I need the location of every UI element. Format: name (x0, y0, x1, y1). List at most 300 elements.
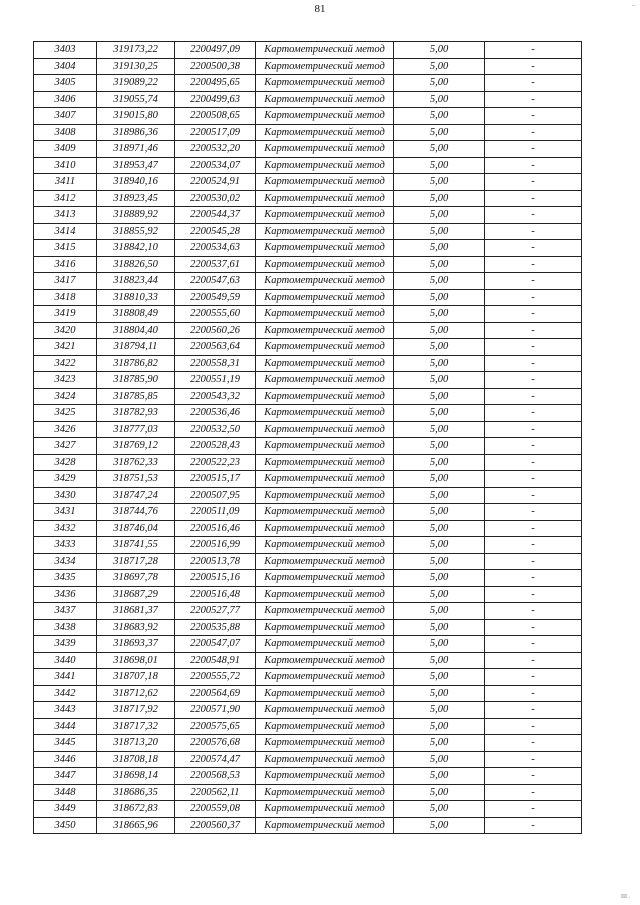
y-coordinate-cell: 2200516,46 (175, 520, 256, 537)
page-number: 81 (314, 3, 326, 15)
method-cell: Картометрический метод (256, 58, 394, 75)
method-cell: Картометрический метод (256, 784, 394, 801)
description-cell: - (485, 289, 582, 306)
description-cell: - (485, 718, 582, 735)
precision-cell: 5,00 (394, 207, 485, 224)
y-coordinate-cell: 2200513,78 (175, 553, 256, 570)
point-number-cell: 3415 (34, 240, 97, 257)
precision-cell: 5,00 (394, 108, 485, 125)
precision-cell: 5,00 (394, 240, 485, 257)
point-number-cell: 3435 (34, 570, 97, 587)
precision-cell: 5,00 (394, 751, 485, 768)
y-coordinate-cell: 2200558,31 (175, 355, 256, 372)
method-cell: Картометрический метод (256, 570, 394, 587)
description-cell: - (485, 603, 582, 620)
y-coordinate-cell: 2200547,07 (175, 636, 256, 653)
method-cell: Картометрический метод (256, 669, 394, 686)
y-coordinate-cell: 2200536,46 (175, 405, 256, 422)
description-cell: - (485, 190, 582, 207)
point-number-cell: 3416 (34, 256, 97, 273)
precision-cell: 5,00 (394, 537, 485, 554)
x-coordinate-cell: 318693,37 (97, 636, 175, 653)
y-coordinate-cell: 2200555,60 (175, 306, 256, 323)
description-cell: - (485, 157, 582, 174)
y-coordinate-cell: 2200500,38 (175, 58, 256, 75)
precision-cell: 5,00 (394, 372, 485, 389)
description-cell: - (485, 273, 582, 290)
corner-mark-top: ... (631, 2, 636, 8)
method-cell: Картометрический метод (256, 735, 394, 752)
point-number-cell: 3417 (34, 273, 97, 290)
method-cell: Картометрический метод (256, 751, 394, 768)
description-cell: - (485, 421, 582, 438)
point-number-cell: 3434 (34, 553, 97, 570)
point-number-cell: 3405 (34, 75, 97, 92)
table-row (34, 586, 582, 603)
table-row (34, 801, 582, 818)
table-row (34, 405, 582, 422)
point-number-cell: 3446 (34, 751, 97, 768)
precision-cell: 5,00 (394, 471, 485, 488)
x-coordinate-cell: 318746,04 (97, 520, 175, 537)
point-number-cell: 3413 (34, 207, 97, 224)
point-number-cell: 3404 (34, 58, 97, 75)
description-cell: - (485, 174, 582, 191)
precision-cell: 5,00 (394, 768, 485, 785)
description-cell: - (485, 669, 582, 686)
description-cell: - (485, 91, 582, 108)
y-coordinate-cell: 2200516,99 (175, 537, 256, 554)
method-cell: Картометрический метод (256, 718, 394, 735)
x-coordinate-cell: 319130,25 (97, 58, 175, 75)
precision-cell: 5,00 (394, 75, 485, 92)
precision-cell: 5,00 (394, 504, 485, 521)
method-cell: Картометрический метод (256, 157, 394, 174)
description-cell: - (485, 768, 582, 785)
y-coordinate-cell: 2200543,32 (175, 388, 256, 405)
table-row (34, 768, 582, 785)
x-coordinate-cell: 318769,12 (97, 438, 175, 455)
table-row (34, 190, 582, 207)
description-cell: - (485, 570, 582, 587)
point-number-cell: 3449 (34, 801, 97, 818)
description-cell: - (485, 372, 582, 389)
method-cell: Картометрический метод (256, 190, 394, 207)
point-number-cell: 3438 (34, 619, 97, 636)
x-coordinate-cell: 318804,40 (97, 322, 175, 339)
y-coordinate-cell: 2200576,68 (175, 735, 256, 752)
x-coordinate-cell: 318940,16 (97, 174, 175, 191)
point-number-cell: 3439 (34, 636, 97, 653)
description-cell: - (485, 207, 582, 224)
table-row (34, 339, 582, 356)
table-row (34, 520, 582, 537)
x-coordinate-cell: 318751,53 (97, 471, 175, 488)
point-number-cell: 3406 (34, 91, 97, 108)
method-cell: Картометрический метод (256, 240, 394, 257)
point-number-cell: 3410 (34, 157, 97, 174)
point-number-cell: 3437 (34, 603, 97, 620)
y-coordinate-cell: 2200528,43 (175, 438, 256, 455)
y-coordinate-cell: 2200508,65 (175, 108, 256, 125)
method-cell: Картометрический метод (256, 207, 394, 224)
description-cell: - (485, 388, 582, 405)
table-row (34, 735, 582, 752)
precision-cell: 5,00 (394, 42, 485, 59)
table-row (34, 603, 582, 620)
x-coordinate-cell: 318808,49 (97, 306, 175, 323)
y-coordinate-cell: 2200522,23 (175, 454, 256, 471)
x-coordinate-cell: 318826,50 (97, 256, 175, 273)
x-coordinate-cell: 318717,92 (97, 702, 175, 719)
precision-cell: 5,00 (394, 91, 485, 108)
x-coordinate-cell: 318762,33 (97, 454, 175, 471)
method-cell: Картометрический метод (256, 636, 394, 653)
description-cell: - (485, 75, 582, 92)
y-coordinate-cell: 2200527,77 (175, 603, 256, 620)
point-number-cell: 3432 (34, 520, 97, 537)
table-row (34, 42, 582, 59)
y-coordinate-cell: 2200511,09 (175, 504, 256, 521)
table-row (34, 454, 582, 471)
description-cell: - (485, 504, 582, 521)
y-coordinate-cell: 2200532,50 (175, 421, 256, 438)
table-row (34, 421, 582, 438)
precision-cell: 5,00 (394, 454, 485, 471)
method-cell: Картометрический метод (256, 685, 394, 702)
table-row (34, 174, 582, 191)
x-coordinate-cell: 318717,28 (97, 553, 175, 570)
table-row (34, 141, 582, 158)
table-row (34, 223, 582, 240)
table-row (34, 553, 582, 570)
x-coordinate-cell: 319015,80 (97, 108, 175, 125)
description-cell: - (485, 108, 582, 125)
method-cell: Картометрический метод (256, 487, 394, 504)
y-coordinate-cell: 2200547,63 (175, 273, 256, 290)
point-number-cell: 3427 (34, 438, 97, 455)
table-row (34, 537, 582, 554)
x-coordinate-cell: 319173,22 (97, 42, 175, 59)
precision-cell: 5,00 (394, 223, 485, 240)
precision-cell: 5,00 (394, 801, 485, 818)
table-row (34, 124, 582, 141)
table-row (34, 306, 582, 323)
table-row (34, 240, 582, 257)
description-cell: - (485, 438, 582, 455)
x-coordinate-cell: 318687,29 (97, 586, 175, 603)
description-cell: - (485, 784, 582, 801)
precision-cell: 5,00 (394, 174, 485, 191)
x-coordinate-cell: 318785,85 (97, 388, 175, 405)
point-number-cell: 3430 (34, 487, 97, 504)
precision-cell: 5,00 (394, 190, 485, 207)
description-cell: - (485, 339, 582, 356)
table-row (34, 570, 582, 587)
point-number-cell: 3429 (34, 471, 97, 488)
description-cell: - (485, 355, 582, 372)
y-coordinate-cell: 2200548,91 (175, 652, 256, 669)
point-number-cell: 3443 (34, 702, 97, 719)
method-cell: Картометрический метод (256, 42, 394, 59)
point-number-cell: 3436 (34, 586, 97, 603)
x-coordinate-cell: 318712,62 (97, 685, 175, 702)
precision-cell: 5,00 (394, 603, 485, 620)
precision-cell: 5,00 (394, 289, 485, 306)
method-cell: Картометрический метод (256, 339, 394, 356)
x-coordinate-cell: 318777,03 (97, 421, 175, 438)
method-cell: Картометрический метод (256, 306, 394, 323)
precision-cell: 5,00 (394, 405, 485, 422)
x-coordinate-cell: 318782,93 (97, 405, 175, 422)
y-coordinate-cell: 2200534,63 (175, 240, 256, 257)
x-coordinate-cell: 318683,92 (97, 619, 175, 636)
precision-cell: 5,00 (394, 619, 485, 636)
point-number-cell: 3422 (34, 355, 97, 372)
table-row (34, 718, 582, 735)
table-row (34, 504, 582, 521)
point-number-cell: 3441 (34, 669, 97, 686)
table-row (34, 91, 582, 108)
method-cell: Картометрический метод (256, 817, 394, 834)
precision-cell: 5,00 (394, 273, 485, 290)
table-row (34, 372, 582, 389)
x-coordinate-cell: 318708,18 (97, 751, 175, 768)
x-coordinate-cell: 318971,46 (97, 141, 175, 158)
y-coordinate-cell: 2200537,61 (175, 256, 256, 273)
y-coordinate-cell: 2200545,28 (175, 223, 256, 240)
description-cell: - (485, 240, 582, 257)
table-row (34, 817, 582, 834)
precision-cell: 5,00 (394, 520, 485, 537)
y-coordinate-cell: 2200544,37 (175, 207, 256, 224)
x-coordinate-cell: 318786,82 (97, 355, 175, 372)
point-number-cell: 3450 (34, 817, 97, 834)
point-number-cell: 3407 (34, 108, 97, 125)
precision-cell: 5,00 (394, 817, 485, 834)
method-cell: Картометрический метод (256, 124, 394, 141)
description-cell: - (485, 751, 582, 768)
method-cell: Картометрический метод (256, 405, 394, 422)
method-cell: Картометрический метод (256, 652, 394, 669)
precision-cell: 5,00 (394, 586, 485, 603)
y-coordinate-cell: 2200560,37 (175, 817, 256, 834)
x-coordinate-cell: 318717,32 (97, 718, 175, 735)
precision-cell: 5,00 (394, 306, 485, 323)
description-cell: - (485, 471, 582, 488)
x-coordinate-cell: 318953,47 (97, 157, 175, 174)
y-coordinate-cell: 2200563,64 (175, 339, 256, 356)
table-row (34, 157, 582, 174)
method-cell: Картометрический метод (256, 702, 394, 719)
description-cell: - (485, 58, 582, 75)
table-row (34, 75, 582, 92)
y-coordinate-cell: 2200497,09 (175, 42, 256, 59)
description-cell: - (485, 256, 582, 273)
point-number-cell: 3418 (34, 289, 97, 306)
table-row (34, 487, 582, 504)
point-number-cell: 3423 (34, 372, 97, 389)
precision-cell: 5,00 (394, 487, 485, 504)
x-coordinate-cell: 318785,90 (97, 372, 175, 389)
method-cell: Картометрический метод (256, 223, 394, 240)
description-cell: - (485, 735, 582, 752)
point-number-cell: 3444 (34, 718, 97, 735)
description-cell: - (485, 801, 582, 818)
y-coordinate-cell: 2200551,19 (175, 372, 256, 389)
description-cell: - (485, 223, 582, 240)
method-cell: Картометрический метод (256, 388, 394, 405)
method-cell: Картометрический метод (256, 537, 394, 554)
x-coordinate-cell: 319089,22 (97, 75, 175, 92)
method-cell: Картометрический метод (256, 768, 394, 785)
corner-mark-bottom: III . (621, 894, 630, 900)
x-coordinate-cell: 318665,96 (97, 817, 175, 834)
table-row (34, 256, 582, 273)
table-row (34, 207, 582, 224)
description-cell: - (485, 553, 582, 570)
table-row (34, 388, 582, 405)
method-cell: Картометрический метод (256, 520, 394, 537)
precision-cell: 5,00 (394, 652, 485, 669)
y-coordinate-cell: 2200507,95 (175, 487, 256, 504)
method-cell: Картометрический метод (256, 372, 394, 389)
table-row (34, 108, 582, 125)
y-coordinate-cell: 2200530,02 (175, 190, 256, 207)
y-coordinate-cell: 2200574,47 (175, 751, 256, 768)
method-cell: Картометрический метод (256, 603, 394, 620)
point-number-cell: 3425 (34, 405, 97, 422)
y-coordinate-cell: 2200517,09 (175, 124, 256, 141)
point-number-cell: 3412 (34, 190, 97, 207)
x-coordinate-cell: 318855,92 (97, 223, 175, 240)
x-coordinate-cell: 318923,45 (97, 190, 175, 207)
precision-cell: 5,00 (394, 438, 485, 455)
description-cell: - (485, 405, 582, 422)
y-coordinate-cell: 2200499,63 (175, 91, 256, 108)
precision-cell: 5,00 (394, 553, 485, 570)
point-number-cell: 3431 (34, 504, 97, 521)
coordinates-table-body (34, 42, 582, 834)
point-number-cell: 3409 (34, 141, 97, 158)
table-row (34, 273, 582, 290)
description-cell: - (485, 537, 582, 554)
x-coordinate-cell: 318986,36 (97, 124, 175, 141)
x-coordinate-cell: 318823,44 (97, 273, 175, 290)
table-row (34, 619, 582, 636)
point-number-cell: 3448 (34, 784, 97, 801)
x-coordinate-cell: 318686,35 (97, 784, 175, 801)
method-cell: Картометрический метод (256, 141, 394, 158)
point-number-cell: 3426 (34, 421, 97, 438)
precision-cell: 5,00 (394, 388, 485, 405)
precision-cell: 5,00 (394, 256, 485, 273)
x-coordinate-cell: 318889,92 (97, 207, 175, 224)
method-cell: Картометрический метод (256, 619, 394, 636)
y-coordinate-cell: 2200571,90 (175, 702, 256, 719)
y-coordinate-cell: 2200560,26 (175, 322, 256, 339)
point-number-cell: 3419 (34, 306, 97, 323)
x-coordinate-cell: 319055,74 (97, 91, 175, 108)
y-coordinate-cell: 2200515,16 (175, 570, 256, 587)
point-number-cell: 3440 (34, 652, 97, 669)
precision-cell: 5,00 (394, 141, 485, 158)
description-cell: - (485, 487, 582, 504)
description-cell: - (485, 520, 582, 537)
y-coordinate-cell: 2200564,69 (175, 685, 256, 702)
x-coordinate-cell: 318697,78 (97, 570, 175, 587)
description-cell: - (485, 619, 582, 636)
point-number-cell: 3447 (34, 768, 97, 785)
table-row (34, 289, 582, 306)
point-number-cell: 3421 (34, 339, 97, 356)
method-cell: Картометрический метод (256, 289, 394, 306)
method-cell: Картометрический метод (256, 421, 394, 438)
method-cell: Картометрический метод (256, 553, 394, 570)
precision-cell: 5,00 (394, 685, 485, 702)
y-coordinate-cell: 2200532,20 (175, 141, 256, 158)
precision-cell: 5,00 (394, 718, 485, 735)
x-coordinate-cell: 318744,76 (97, 504, 175, 521)
method-cell: Картометрический метод (256, 438, 394, 455)
y-coordinate-cell: 2200524,91 (175, 174, 256, 191)
table-row (34, 685, 582, 702)
y-coordinate-cell: 2200562,11 (175, 784, 256, 801)
table-row (34, 322, 582, 339)
point-number-cell: 3424 (34, 388, 97, 405)
precision-cell: 5,00 (394, 355, 485, 372)
point-number-cell: 3428 (34, 454, 97, 471)
method-cell: Картометрический метод (256, 801, 394, 818)
description-cell: - (485, 685, 582, 702)
precision-cell: 5,00 (394, 784, 485, 801)
method-cell: Картометрический метод (256, 273, 394, 290)
method-cell: Картометрический метод (256, 504, 394, 521)
y-coordinate-cell: 2200534,07 (175, 157, 256, 174)
description-cell: - (485, 124, 582, 141)
precision-cell: 5,00 (394, 669, 485, 686)
point-number-cell: 3442 (34, 685, 97, 702)
method-cell: Картометрический метод (256, 471, 394, 488)
description-cell: - (485, 702, 582, 719)
x-coordinate-cell: 318672,83 (97, 801, 175, 818)
description-cell: - (485, 141, 582, 158)
table-row (34, 751, 582, 768)
description-cell: - (485, 42, 582, 59)
method-cell: Картометрический метод (256, 355, 394, 372)
precision-cell: 5,00 (394, 157, 485, 174)
x-coordinate-cell: 318707,18 (97, 669, 175, 686)
x-coordinate-cell: 318713,20 (97, 735, 175, 752)
x-coordinate-cell: 318794,11 (97, 339, 175, 356)
table-row (34, 636, 582, 653)
precision-cell: 5,00 (394, 570, 485, 587)
y-coordinate-cell: 2200549,59 (175, 289, 256, 306)
method-cell: Картометрический метод (256, 322, 394, 339)
point-number-cell: 3403 (34, 42, 97, 59)
method-cell: Картометрический метод (256, 454, 394, 471)
precision-cell: 5,00 (394, 636, 485, 653)
precision-cell: 5,00 (394, 322, 485, 339)
precision-cell: 5,00 (394, 702, 485, 719)
point-number-cell: 3433 (34, 537, 97, 554)
y-coordinate-cell: 2200568,53 (175, 768, 256, 785)
x-coordinate-cell: 318698,01 (97, 652, 175, 669)
description-cell: - (485, 636, 582, 653)
y-coordinate-cell: 2200515,17 (175, 471, 256, 488)
precision-cell: 5,00 (394, 421, 485, 438)
precision-cell: 5,00 (394, 339, 485, 356)
